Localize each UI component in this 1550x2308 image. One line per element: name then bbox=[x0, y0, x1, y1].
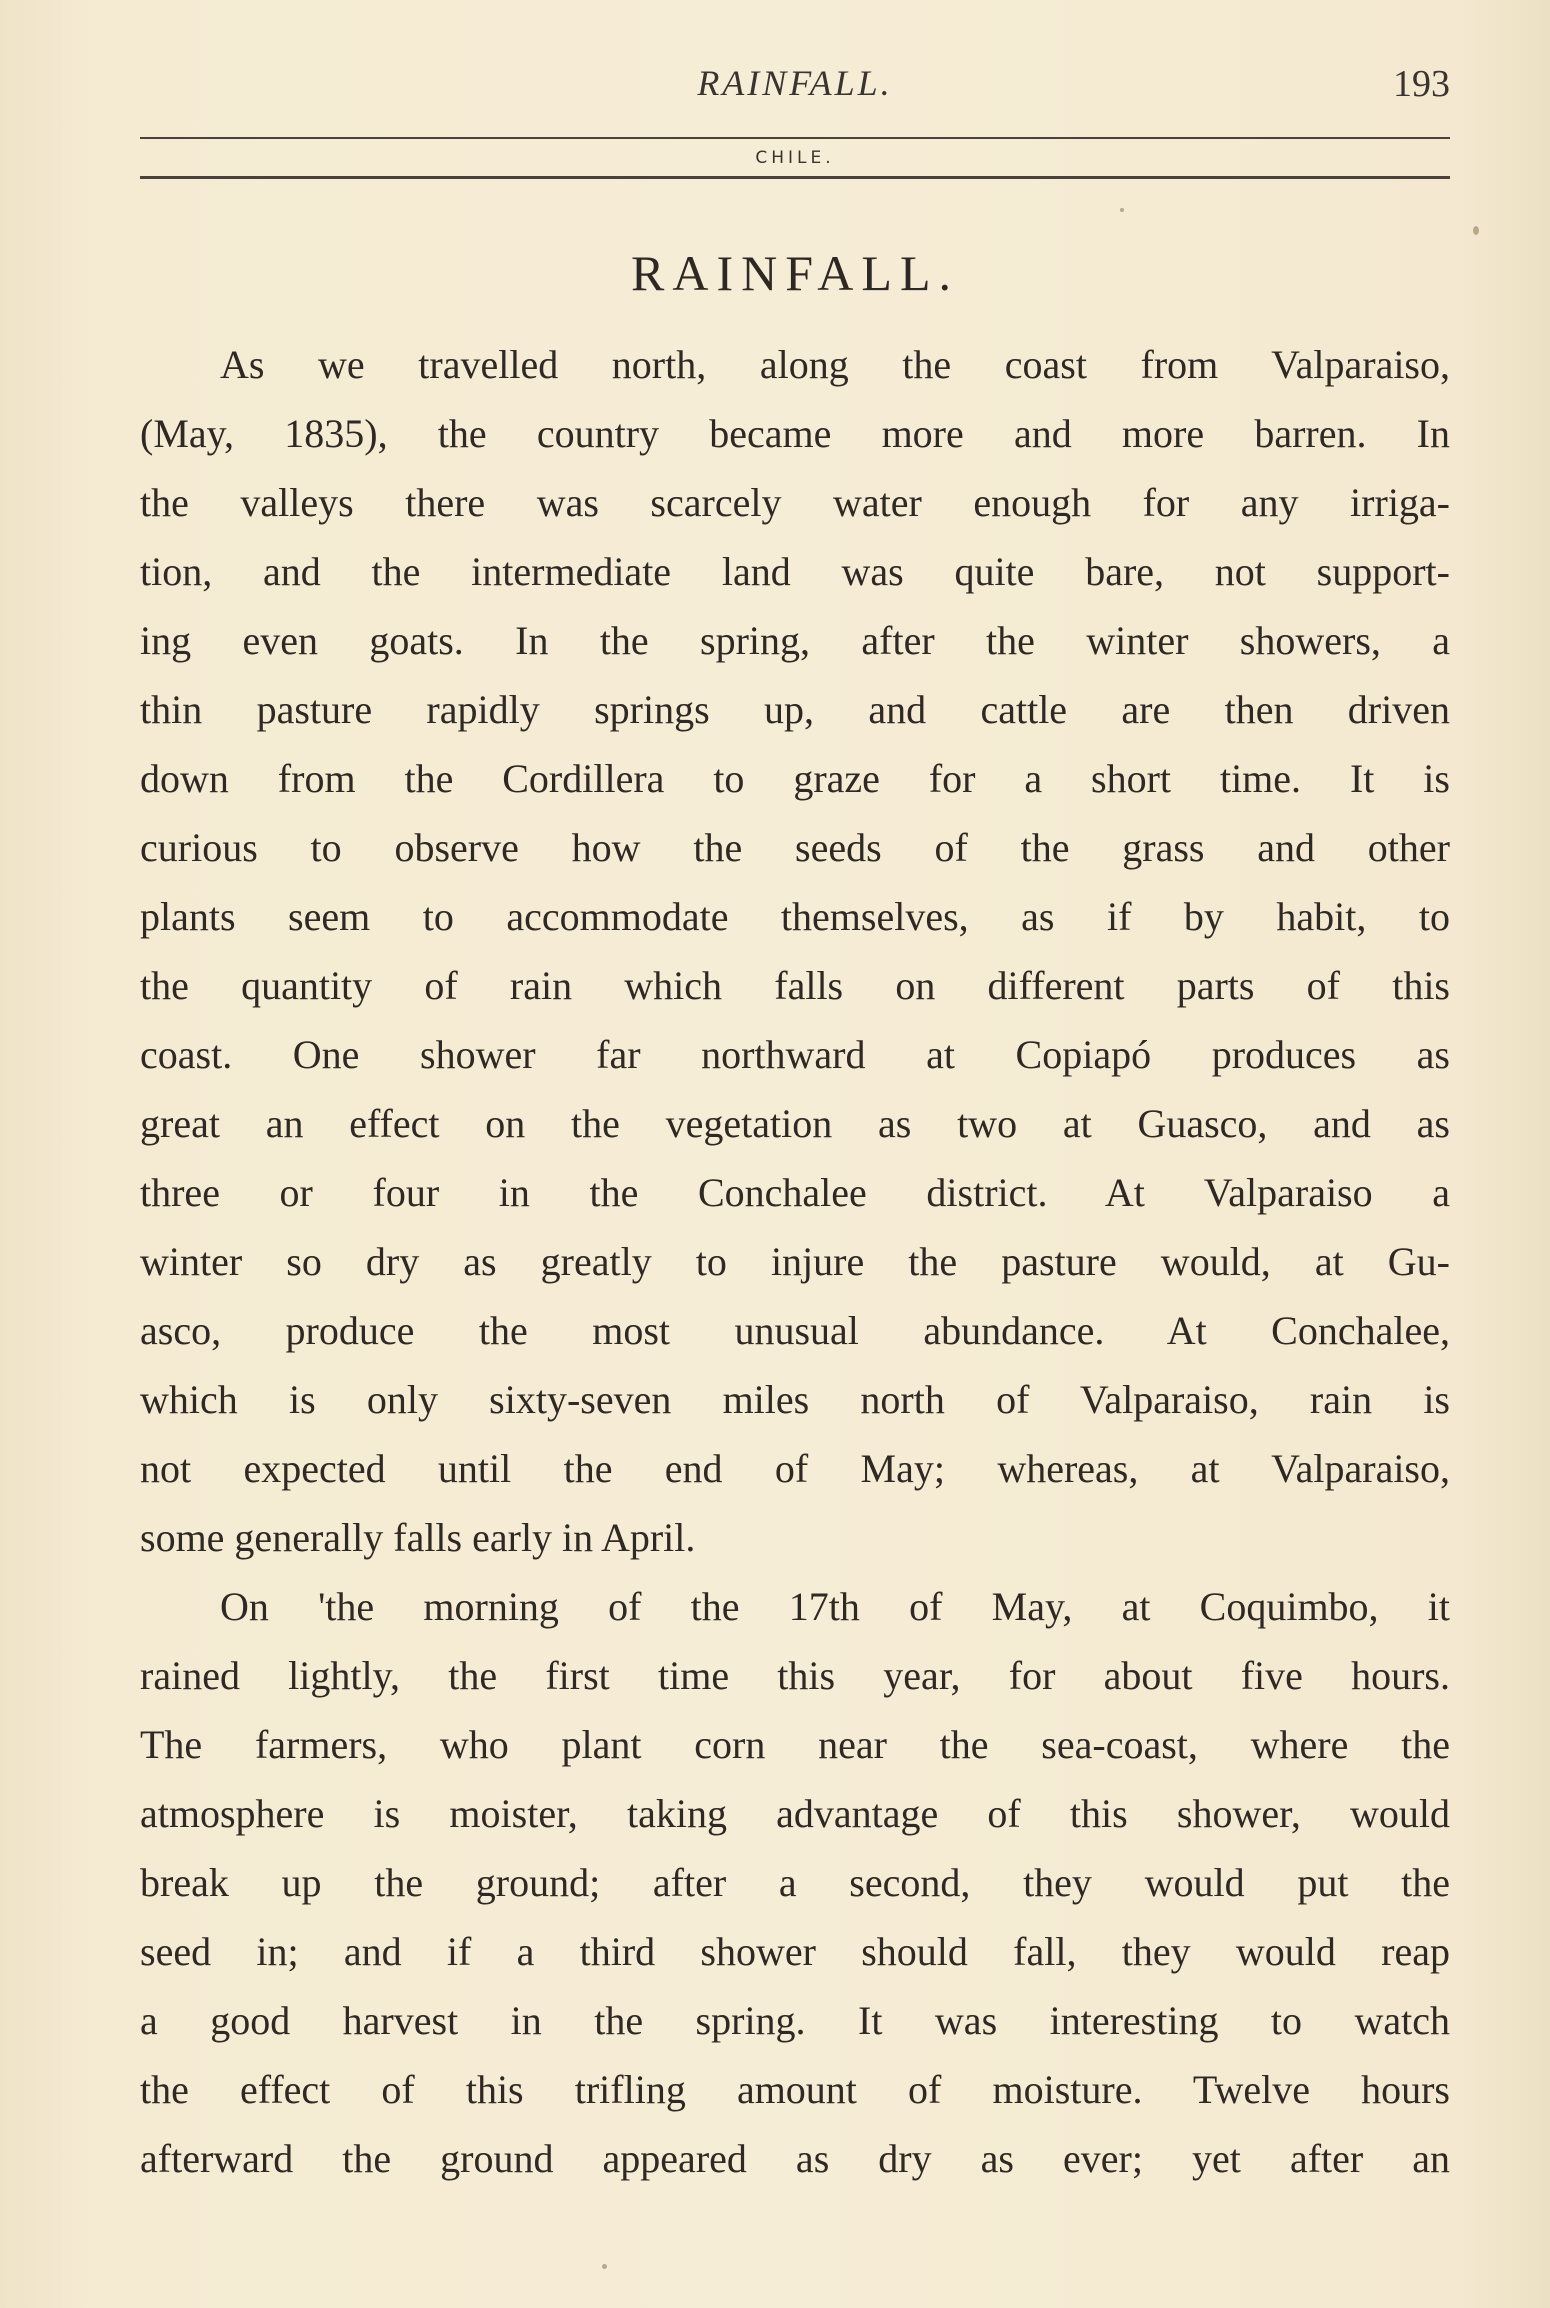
text-line: curious to observe how the seeds of the grass and other bbox=[140, 825, 1450, 870]
text-line: atmosphere is moister, taking advantage of this shower, would bbox=[140, 1791, 1450, 1836]
text-line: (May, 1835), the country became more and more barren. In bbox=[140, 411, 1450, 456]
text-line: the quantity of rain which falls on different parts of this bbox=[140, 963, 1450, 1008]
running-title: RAINFALL. bbox=[697, 63, 893, 103]
text-line: coast. One shower far northward at Copiapó produces as bbox=[140, 1032, 1450, 1077]
text-line: winter so dry as greatly to injure the pasture would, at Gu- bbox=[140, 1239, 1450, 1284]
text-line: down from the Cordillera to graze for a short time. It is bbox=[140, 756, 1450, 801]
text-line: seed in; and if a third shower should fall, they would reap bbox=[140, 1929, 1450, 1974]
text-line: break up the ground; after a second, they would put the bbox=[140, 1860, 1450, 1905]
text-line: plants seem to accommodate themselves, as if by habit, to bbox=[140, 894, 1450, 939]
text-line: rained lightly, the first time this year, for about five hours. bbox=[140, 1653, 1450, 1698]
text-line: great an effect on the vegetation as two at Guasco, and as bbox=[140, 1101, 1450, 1146]
paragraph-2 bbox=[140, 1572, 1450, 2193]
text-line: On 'the morning of the 17th of May, at Coquimbo, it bbox=[220, 1584, 1450, 1629]
text-line: As we travelled north, along the coast from Valparaiso, bbox=[220, 342, 1450, 387]
text-line: the effect of this trifling amount of moisture. Twelve hours bbox=[140, 2067, 1450, 2112]
body-text bbox=[140, 330, 1450, 2193]
text-line: asco, produce the most unusual abundance. At Conchalee, bbox=[140, 1308, 1450, 1353]
text-line: tion, and the intermediate land was quite bare, not support- bbox=[140, 549, 1450, 594]
section-label: CHILE. bbox=[755, 148, 835, 168]
text-line: thin pasture rapidly springs up, and cattle are then driven bbox=[140, 687, 1450, 732]
header-rule-bottom bbox=[140, 176, 1450, 179]
paper-speck bbox=[1473, 226, 1479, 235]
text-line: a good harvest in the spring. It was interesting to watch bbox=[140, 1998, 1450, 2043]
header-rule-top bbox=[140, 137, 1450, 139]
text-line: not expected until the end of May; whereas, at Valparaiso, bbox=[140, 1446, 1450, 1491]
text-line: which is only sixty-seven miles north of Valparaiso, rain is bbox=[140, 1377, 1450, 1422]
paragraph-1 bbox=[140, 330, 1450, 1572]
text-line: three or four in the Conchalee district. At Valparaiso a bbox=[140, 1170, 1450, 1215]
page-number: 193 bbox=[1393, 63, 1450, 105]
text-line: some generally falls early in April. bbox=[140, 1515, 696, 1560]
text-line: The farmers, who plant corn near the sea-coast, where the bbox=[140, 1722, 1450, 1767]
chapter-heading: RAINFALL. bbox=[630, 245, 959, 301]
text-line: the valleys there was scarcely water enough for any irriga- bbox=[140, 480, 1450, 525]
text-line: ing even goats. In the spring, after the winter showers, a bbox=[140, 618, 1450, 663]
running-head bbox=[140, 62, 1450, 122]
paper-speck bbox=[602, 2264, 607, 2269]
paper-speck bbox=[1120, 208, 1124, 212]
text-line: afterward the ground appeared as dry as ever; yet after an bbox=[140, 2136, 1450, 2181]
